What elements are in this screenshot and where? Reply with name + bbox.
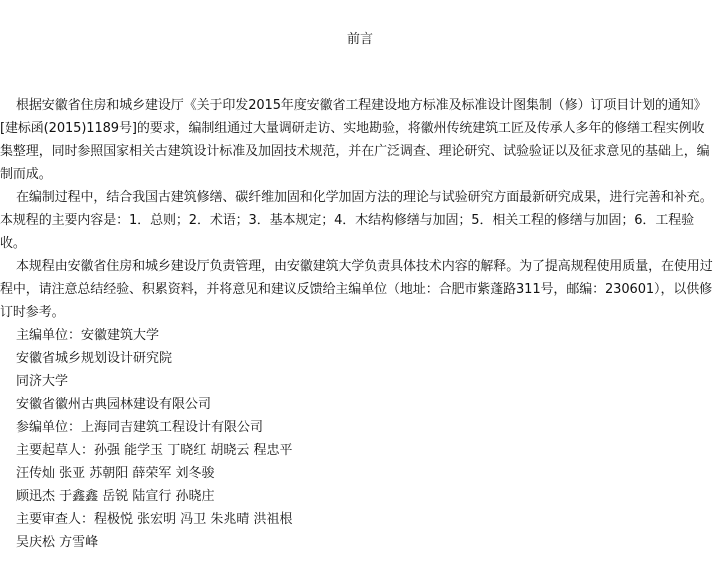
document-body	[0, 94, 720, 554]
unit-line: 安徽省徽州古典园林建设有限公司	[16, 397, 212, 412]
unit-line: 同济大学	[16, 374, 69, 389]
chief-editor-unit: 主编单位：安徽建筑大学	[16, 328, 160, 343]
page-title: 前言	[346, 32, 373, 47]
paragraph-management: 本规程由安徽省住房和城乡建设厅负责管理，由安徽建筑大学负责具体技术内容的解释。为了提高规程使用质量，在使用过程中，请注意总结经验、积累资料，并将意见和建议反馈给主编单位（地址：合肥市紫蓬路311号，邮编：230601），以供修订时参考。	[0, 259, 713, 320]
drafters-line: 汪传灿 张亚 苏朝阳 薛荣军 刘冬骏	[16, 466, 215, 481]
unit-line: 安徽省城乡规划设计研究院	[16, 351, 173, 366]
paragraph-basis: 根据安徽省住房和城乡建设厅《关于印发2015年度安徽省工程建设地方标准及标准设计图集制（修）订项目计划的通知》[建标函(2015)1189号]的要求，编制组通过大量调研走访、实地勘验，将徽州传统建筑工匠及传承人多年的修缮工程实例收集整理，同时参照国家相关古建筑设计标准及加固技术规范，并在广泛调查、理论研究、试验验证以及征求意见的基础上，编制而成。	[0, 98, 710, 182]
paragraph-process: 在编制过程中，结合我国古建筑修缮、碳纤维加固和化学加固方法的理论与试验研究方面最新研究成果，进行完善和补充。本规程的主要内容是：1．总则；2．术语；3．基本规定；4．木结构修缮与加固；5．相关工程的修缮与加固；6．工程验收。	[0, 190, 713, 251]
reviewers-line: 吴庆松 方雪峰	[16, 535, 99, 550]
main-reviewers: 主要审查人：程极悦 张宏明 冯卫 朱兆晴 洪祖根	[16, 512, 293, 527]
participating-unit: 参编单位：上海同吉建筑工程设计有限公司	[16, 420, 264, 435]
drafters-line: 顾迅杰 于鑫鑫 岳锐 陆宣行 孙晓庄	[16, 489, 215, 504]
main-drafters: 主要起草人：孙强 能学玉 丁晓红 胡晓云 程忠平	[16, 443, 293, 458]
